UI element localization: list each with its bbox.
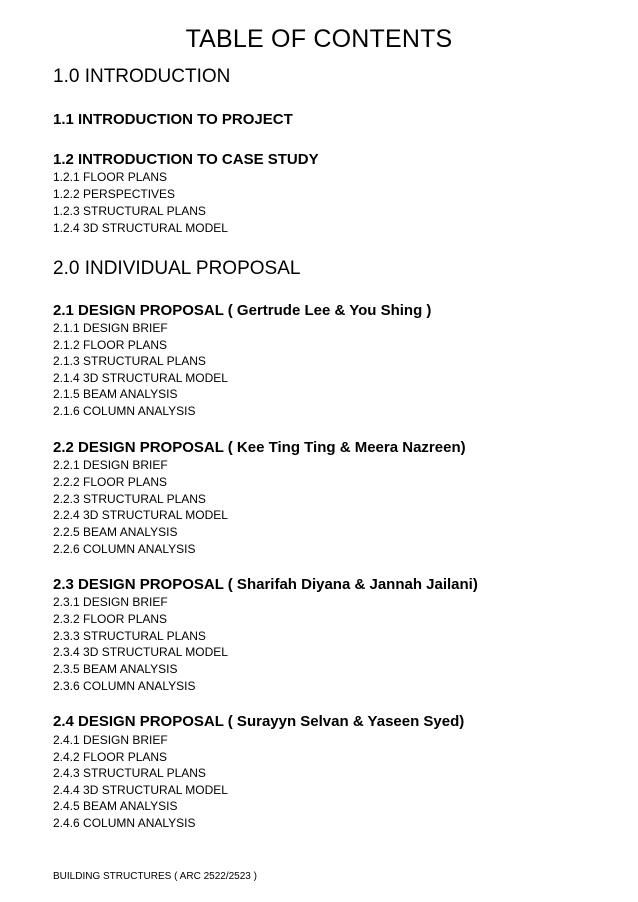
toc-entry: 2.3.5 BEAM ANALYSIS [53,662,178,676]
toc-entry: 2.1.2 FLOOR PLANS [53,338,168,352]
proposal-heading: 2.4 DESIGN PROPOSAL ( Surayyn Selvan & Yaseen Syed) [53,713,465,730]
toc-entry: 2.2.3 STRUCTURAL PLANS [53,492,206,506]
toc-entry: 2.2.2 FLOOR PLANS [53,475,168,489]
toc-entry: 2.2.6 COLUMN ANALYSIS [53,542,196,556]
toc-entry: 2.4.3 STRUCTURAL PLANS [53,766,206,780]
toc-entry: 1.2.2 PERSPECTIVES [53,187,176,201]
toc-entry: 2.2.4 3D STRUCTURAL MODEL [53,508,228,522]
section-heading-introduction: 1.0 INTRODUCTION [53,66,231,87]
toc-entry: 1.2.3 STRUCTURAL PLANS [53,204,206,218]
page-title: TABLE OF CONTENTS [185,25,453,53]
toc-entry: 2.1.4 3D STRUCTURAL MODEL [53,371,228,385]
proposal-heading: 2.3 DESIGN PROPOSAL ( Sharifah Diyana & Jannah Jailani) [53,576,478,593]
toc-entry: 2.4.5 BEAM ANALYSIS [53,799,178,813]
toc-entry: 2.3.6 COLUMN ANALYSIS [53,679,196,693]
toc-entry: 2.1.3 STRUCTURAL PLANS [53,354,206,368]
toc-entry: 2.3.1 DESIGN BRIEF [53,595,168,609]
section-heading-individual-proposal: 2.0 INDIVIDUAL PROPOSAL [53,258,301,279]
proposal-heading: 2.1 DESIGN PROPOSAL ( Gertrude Lee & You Shing ) [53,302,432,319]
toc-entry: 2.3.2 FLOOR PLANS [53,612,168,626]
toc-entry: 2.4.2 FLOOR PLANS [53,750,168,764]
toc-entry: 2.2.5 BEAM ANALYSIS [53,525,178,539]
toc-entry: 2.3.4 3D STRUCTURAL MODEL [53,645,228,659]
toc-entry: 1.2.4 3D STRUCTURAL MODEL [53,221,228,235]
toc-entry: 2.3.3 STRUCTURAL PLANS [53,629,206,643]
toc-entry: 2.2.1 DESIGN BRIEF [53,458,168,472]
toc-entry: 2.1.5 BEAM ANALYSIS [53,387,178,401]
toc-entry: 2.4.1 DESIGN BRIEF [53,733,168,747]
toc-entry: 2.1.6 COLUMN ANALYSIS [53,404,196,418]
toc-entry: 2.4.4 3D STRUCTURAL MODEL [53,783,228,797]
proposal-heading: 2.2 DESIGN PROPOSAL ( Kee Ting Ting & Meera Nazreen) [53,439,466,456]
subsection-heading-project: 1.1 INTRODUCTION TO PROJECT [53,111,293,128]
toc-entry: 2.4.6 COLUMN ANALYSIS [53,816,196,830]
toc-entry: 1.2.1 FLOOR PLANS [53,170,168,184]
toc-entry: 2.1.1 DESIGN BRIEF [53,321,168,335]
page-footer: BUILDING STRUCTURES ( ARC 2522/2523 ) [53,871,257,882]
subsection-heading-case-study: 1.2 INTRODUCTION TO CASE STUDY [53,151,319,168]
